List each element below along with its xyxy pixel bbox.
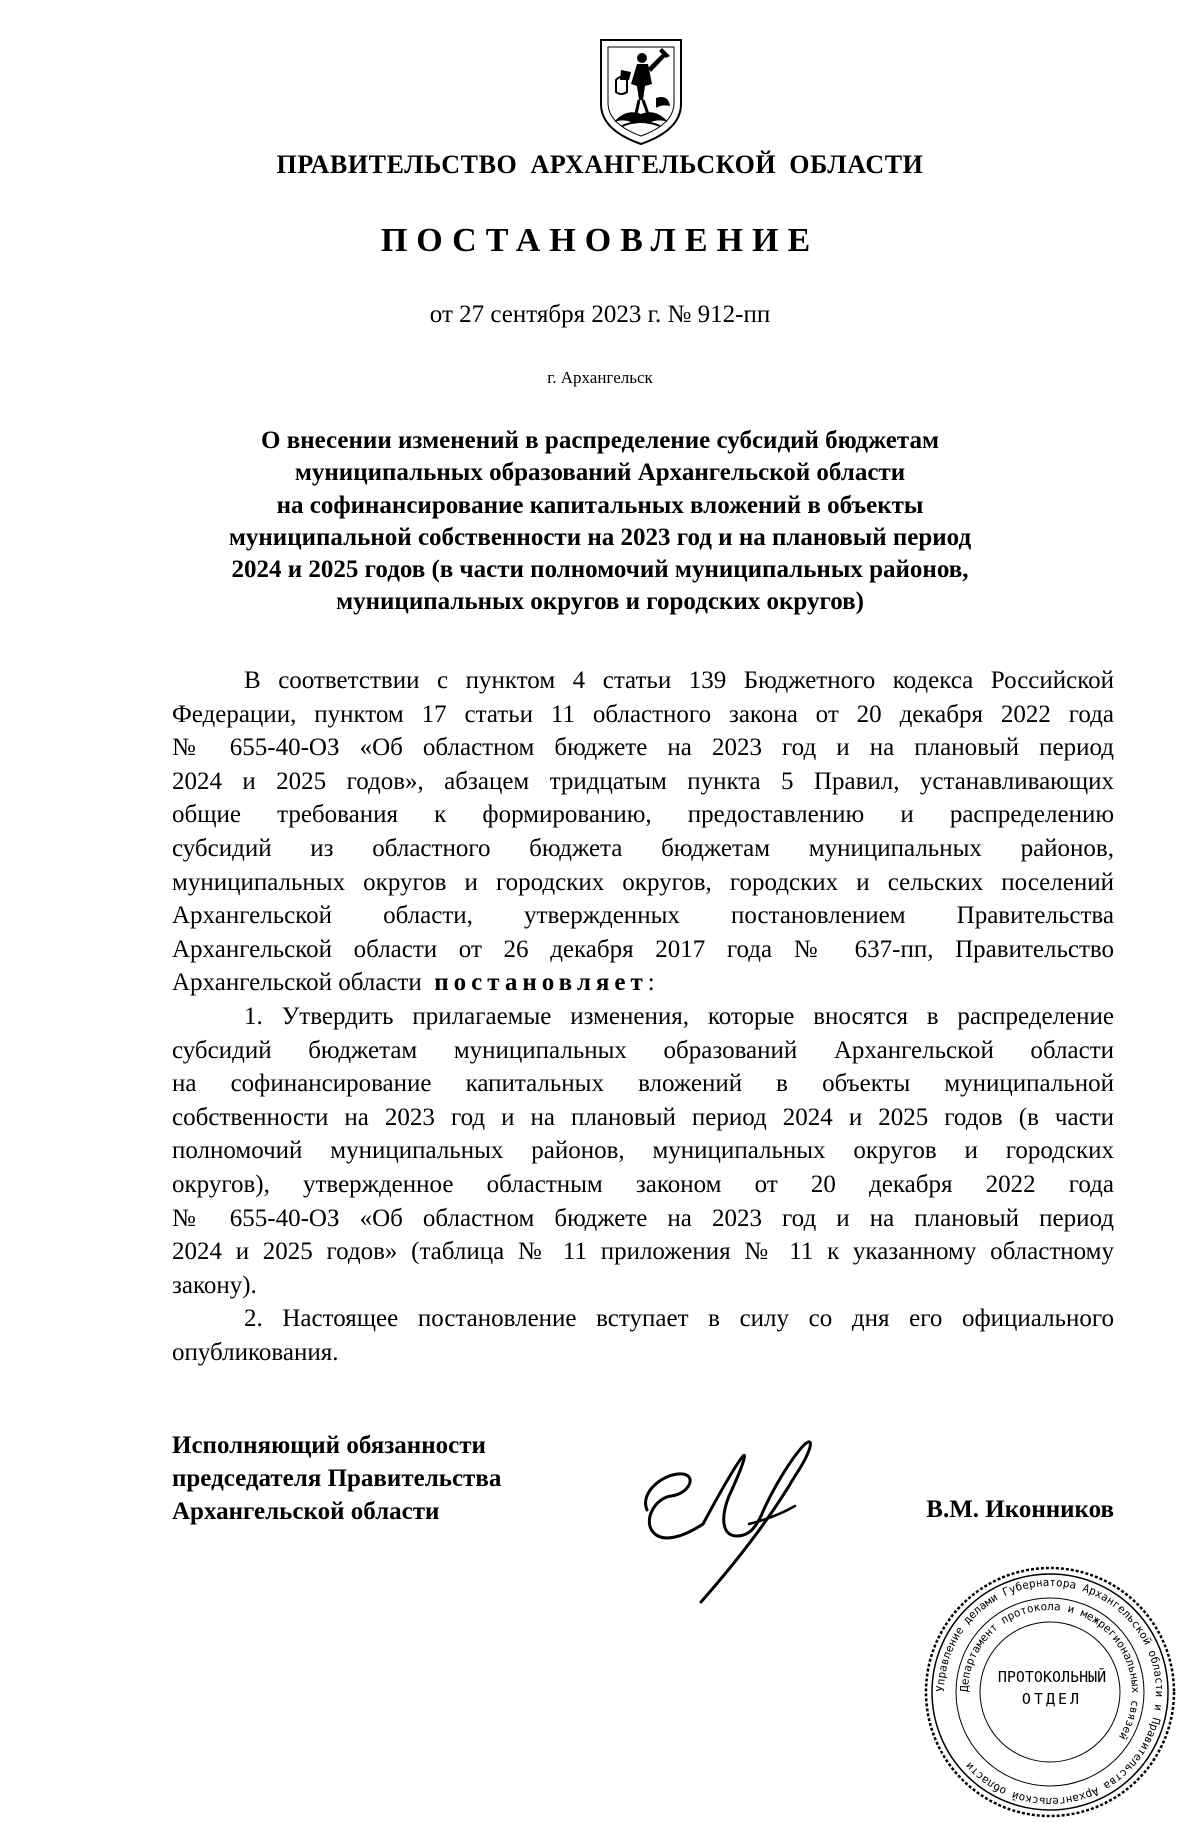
document-date-number: от 27 сентября 2023 г. № 912-пп [429, 301, 771, 328]
preamble-line: № 655-40-ОЗ «Об областном бюджете на 2023 год и на плановый период [172, 734, 1114, 762]
preamble-line: В соответствии с пунктом 4 статьи 139 Бюджетного кодекса Российской [244, 667, 1114, 694]
stamp-center-line1: ПРОТОКОЛЬНЫЙ [997, 1668, 1107, 1686]
handwritten-signature [625, 1432, 825, 1612]
item1-line: округов), утвержденное областным законом от 20 декабря 2022 года [172, 1170, 1114, 1198]
item1-line: № 655-40-ОЗ «Об областном бюджете на 2023 год и на плановый период [172, 1204, 1114, 1232]
item1-line: 1. Утвердить прилагаемые изменения, которые вносятся в распределение [244, 1002, 1114, 1030]
document-city: г. Архангельск [547, 368, 653, 387]
stamp-outer-text: Управление делами Губернатора Архангельской области и Правительства Архангельской области [933, 1575, 1167, 1809]
heading-line: 2024 и 2025 годов (в части полномочий муниципальных районов, [231, 556, 969, 584]
preamble-line: субсидий из областного бюджета бюджетам муниципальных районов, [172, 834, 1114, 862]
item1-line: полномочий муниципальных районов, муниципальных округов и городских [172, 1137, 1114, 1165]
document-body [172, 664, 1114, 1369]
stamp-inner-text: Департамент протокола и межрегиональных связей [957, 1599, 1143, 1743]
preamble-line: общие требования к формированию, предоставлению и распределению [172, 801, 1114, 829]
item2-line: опубликования. [172, 1338, 339, 1366]
preamble-line: 2024 и 2025 годов», абзацем тридцатым пункта 5 Правил, устанавливающих [172, 767, 1114, 795]
document-type: ПОСТАНОВЛЕНИЕ [380, 222, 820, 259]
document-heading [150, 425, 1050, 619]
resolves-word: постановляет [434, 969, 648, 997]
item2-line: 2. Настоящее постановление вступает в силу со дня его официального [244, 1305, 1114, 1333]
round-stamp [920, 1562, 1180, 1822]
preamble-line: Архангельской области от 26 декабря 2017 года № 637-пп, Правительство [172, 935, 1114, 963]
item1-line: закону). [172, 1271, 257, 1299]
signer-position-line: Исполняющий обязанности [172, 1432, 486, 1459]
item1-line: на софинансирование капитальных вложений в объекты муниципальной [172, 1070, 1114, 1098]
signer-name: В.М. Иконников [926, 1496, 1114, 1523]
coat-of-arms-emblem [596, 34, 686, 148]
signer-position-line: председателя Правительства [172, 1465, 502, 1492]
preamble-line: Федерации, пунктом 17 статьи 11 областного закона от 20 декабря 2022 года [172, 700, 1114, 728]
signer-position [172, 1429, 501, 1528]
preamble-line: Архангельской области, утвержденных постановлением Правительства [172, 902, 1114, 930]
heading-line: муниципальных округов и городских округов) [336, 588, 864, 616]
item1-line: субсидий бюджетам муниципальных образований Архангельской области [172, 1036, 1114, 1064]
preamble-last-prefix: Архангельской области [172, 969, 435, 997]
stamp-center-line2: ОТДЕЛ [1021, 1690, 1083, 1708]
resolves-suffix: : [647, 969, 655, 997]
item1-line: 2024 и 2025 годов» (таблица № 11 приложения № 11 к указанному областному [172, 1238, 1114, 1266]
heading-line: муниципальной собственности на 2023 год и на плановый период [228, 523, 972, 551]
preamble-line: муниципальных округов и городских округов, городских и сельских поселений [172, 868, 1114, 896]
item1-line: собственности на 2023 год и на плановый период 2024 и 2025 годов (в части [172, 1103, 1114, 1131]
heading-line: муниципальных образований Архангельской области [294, 459, 906, 487]
heading-line: на софинансирование капитальных вложений в объекты [276, 491, 924, 519]
government-name: ПРАВИТЕЛЬСТВО АРХАНГЕЛЬСКОЙ ОБЛАСТИ [276, 150, 924, 179]
preamble-last-line [172, 966, 1114, 1000]
signer-position-line: Архангельской области [172, 1498, 440, 1525]
heading-line: О внесении изменений в распределение субсидий бюджетам [261, 427, 939, 454]
